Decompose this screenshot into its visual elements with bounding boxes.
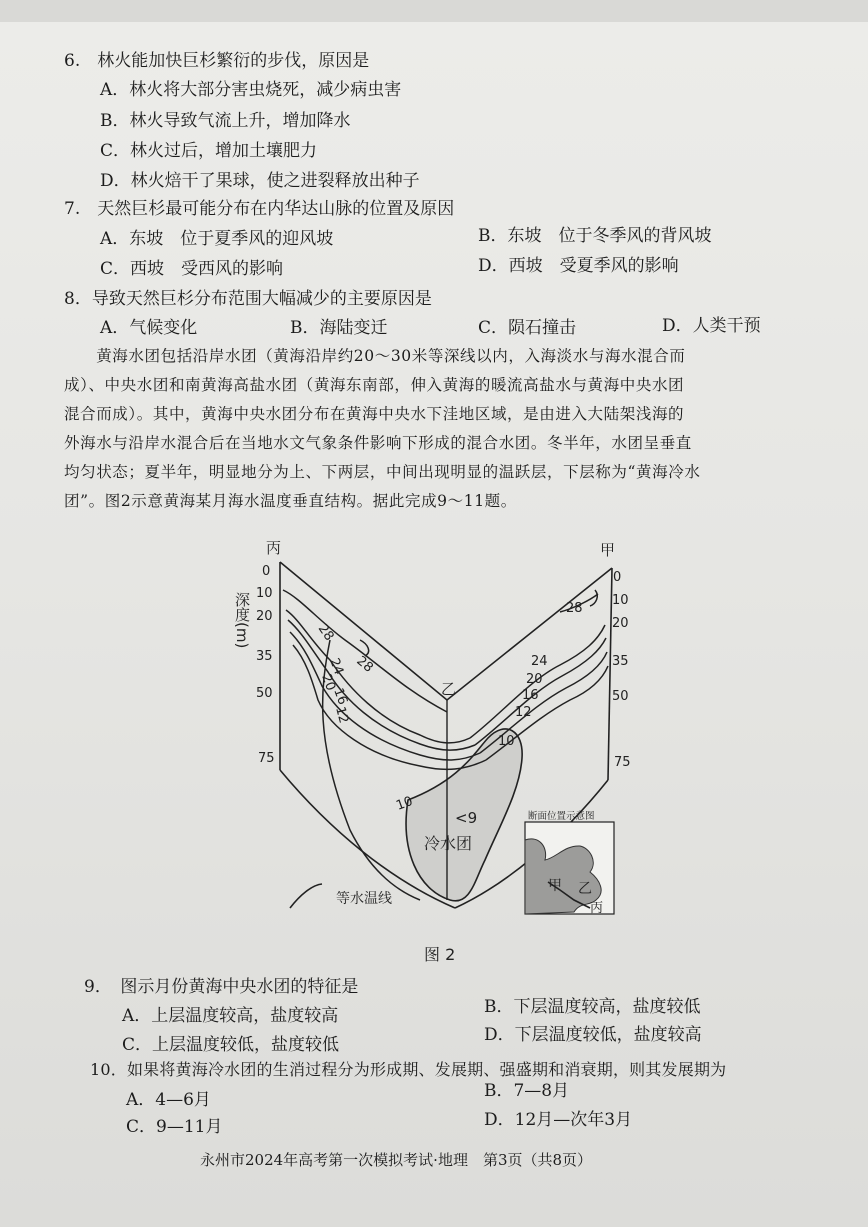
isotherm-label: 24	[326, 656, 346, 677]
isotherm-label: 20	[318, 672, 338, 693]
q6-option-c: C．林火过后，增加土壤肥力	[100, 141, 318, 161]
label-bing: 丙	[266, 539, 282, 557]
q9-option-b: B．下层温度较高，盐度较低	[484, 997, 701, 1017]
tick-left: 50	[256, 686, 273, 701]
figure-caption: 图 2	[424, 945, 456, 964]
tick-right: 0	[613, 570, 622, 585]
q9-option-c: C．上层温度较低，盐度较低	[122, 1035, 340, 1055]
label-yi: 乙	[441, 680, 457, 698]
isotherm-28-left	[283, 590, 447, 712]
q9-option-d: D．下层温度较低，盐度较高	[484, 1025, 702, 1045]
label-jia: 甲	[600, 541, 616, 559]
tick-left: 0	[262, 564, 271, 579]
q6-option-b: B．林火导致气流上升，增加降水	[100, 111, 351, 131]
q8-option-c: C．陨石撞击	[478, 318, 577, 338]
inset-title: 断面位置示意图	[528, 811, 595, 822]
inset-label: 乙	[578, 881, 592, 897]
q10-option-b: B．7—8月	[484, 1081, 570, 1101]
isotherm-label: 28	[566, 601, 583, 616]
tick-left: 75	[258, 751, 275, 766]
tick-left: 35	[256, 649, 273, 664]
cold-mass-temperature: <9	[455, 809, 478, 827]
depth-axis-label: 深度(m)	[233, 592, 251, 649]
tick-right: 20	[612, 616, 629, 631]
q9-option-a: A．上层温度较高，盐度较高	[122, 1006, 339, 1026]
isotherm-label: 20	[526, 672, 543, 687]
q10-option-c: C．9—11月	[126, 1117, 223, 1137]
inset-label: 丙	[590, 901, 604, 916]
q7-option-d: D．西坡 受夏季风的影响	[478, 256, 679, 276]
passage-line: 团”。图2示意黄海某月海水温度垂直结构。据此完成9～11题。	[64, 492, 517, 510]
q7-option-b: B．东坡 位于冬季风的背风坡	[478, 226, 712, 246]
tick-left: 20	[256, 609, 273, 624]
q7-stem: 7. 天然巨杉最可能分布在内华达山脉的位置及原因	[64, 199, 455, 219]
isotherm-label: 10	[394, 794, 415, 814]
q10-option-d: D．12月—次年3月	[484, 1110, 633, 1130]
passage-line: 混合而成）。其中，黄海中央水团分布在黄海中央水下洼地区域，是由进入大陆架浅海的	[64, 405, 685, 423]
q8-stem: 8．导致天然巨杉分布范围大幅减少的主要原因是	[64, 289, 432, 309]
legend-line	[290, 884, 322, 908]
inset-label: 甲	[548, 878, 562, 894]
passage-line: 均匀状态；夏半年，明显地分为上、下两层，中间出现明显的温跃层，下层称为“黄海冷水	[64, 463, 701, 481]
right-depth-ticks	[612, 570, 631, 770]
tick-right: 75	[614, 755, 631, 770]
cold-mass-name: 冷水团	[424, 834, 473, 853]
q7-option-a: A．东坡 位于夏季风的迎风坡	[100, 229, 334, 249]
passage-line: 外海水与沿岸水混合后在当地水文气象条件影响下形成的混合水团。冬半年，水团呈垂直	[64, 434, 692, 452]
isotherm-label: 16	[522, 688, 539, 703]
isotherm-label: 24	[531, 654, 548, 669]
tick-right: 50	[612, 689, 629, 704]
q8-option-a: A．气候变化	[100, 318, 198, 338]
tick-left: 10	[256, 586, 273, 601]
q6-stem: 6. 林火能加快巨杉繁衍的步伐，原因是	[64, 51, 370, 71]
legend-text: 等水温线	[336, 891, 392, 907]
q8-option-d: D．人类干预	[662, 316, 761, 336]
inset-location-map	[525, 810, 614, 916]
q10-option-a: A．4—6月	[126, 1090, 211, 1110]
isotherm-label: 28	[353, 653, 376, 676]
q9-stem: 9． 图示月份黄海中央水团的特征是	[84, 977, 359, 997]
isotherm-label: 16	[330, 686, 350, 707]
isotherm-label: 28	[314, 621, 337, 644]
isotherm-label: 12	[515, 705, 532, 720]
passage-line: 黄海水团包括沿岸水团（黄海沿岸约20～30米等深线以内，入海淡水与海水混合而	[64, 347, 686, 365]
q8-option-b: B．海陆变迁	[290, 318, 388, 338]
q6-option-d: D．林火焙干了果球，使之进裂释放出种子	[100, 171, 420, 191]
q7-option-c: C．西坡 受西风的影响	[100, 259, 284, 279]
q6-option-a: A．林火将大部分害虫烧死，减少病虫害	[100, 80, 402, 100]
isotherm-label: 10	[498, 734, 515, 749]
q10-stem: 10．如果将黄海冷水团的生消过程分为形成期、发展期、强盛期和消衰期，则其发展期为	[90, 1060, 727, 1079]
page-footer: 永州市2024年高考第一次模拟考试·地理 第3页（共8页）	[200, 1151, 593, 1169]
tick-right: 10	[612, 593, 629, 608]
tick-right: 35	[612, 654, 629, 669]
passage-line: 成）、中央水团和南黄海高盐水团（黄海东南部，伸入黄海的暖流高盐水与黄海中央水团	[64, 376, 685, 394]
isotherm-10-left	[323, 640, 420, 900]
left-depth-ticks	[256, 564, 275, 766]
isotherm-label: 12	[332, 705, 351, 726]
